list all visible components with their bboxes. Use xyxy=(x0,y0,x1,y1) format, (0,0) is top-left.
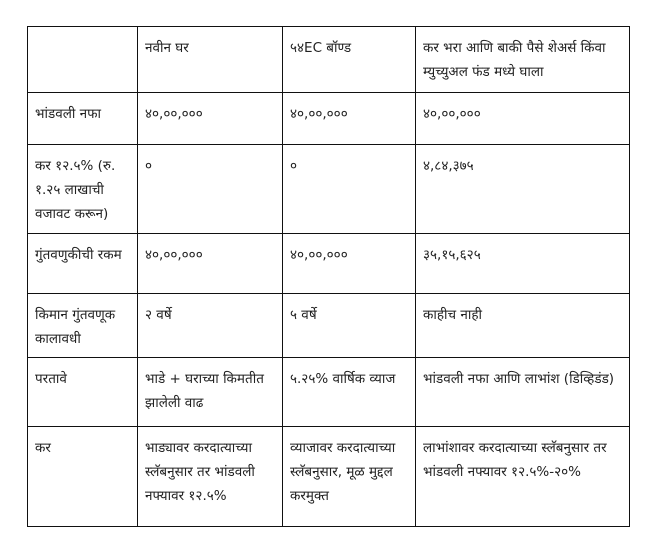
table-cell: ४,८४,३७५ xyxy=(416,145,630,234)
table-row-tax xyxy=(28,145,630,234)
table-cell: ४०,००,००० xyxy=(138,234,283,294)
row-label: कर १२.५% (रु. १.२५ लाखाची वजावट करून) xyxy=(28,145,138,234)
table-cell: व्याजावर करदात्याच्या स्लॅबनुसार, मूळ मुद्दल करमुक्त xyxy=(283,427,416,527)
table-header-row xyxy=(28,27,630,93)
table-cell: ५.२५% वार्षिक व्याज xyxy=(283,358,416,427)
table-row-investment-amount xyxy=(28,234,630,294)
header-cell-54ec-bond: ५४EC बॉण्ड xyxy=(283,27,416,93)
table-cell: ४०,००,००० xyxy=(138,93,283,145)
table-cell: भांडवली नफा आणि लाभांश (डिव्हिडंड) xyxy=(416,358,630,427)
table-cell: ३५,१५,६२५ xyxy=(416,234,630,294)
table-row-taxation xyxy=(28,427,630,527)
row-label: गुंतवणुकीची रकम xyxy=(28,234,138,294)
table-cell: ४०,००,००० xyxy=(283,234,416,294)
table-cell: भाड्यावर करदात्याच्या स्लॅबनुसार तर भांडवली नफ्यावर १२.५% xyxy=(138,427,283,527)
row-label: कर xyxy=(28,427,138,527)
table-cell: काहीच नाही xyxy=(416,294,630,358)
header-cell-new-house: नवीन घर xyxy=(138,27,283,93)
table-cell: ४०,००,००० xyxy=(416,93,630,145)
table-cell: लाभांशावर करदात्याच्या स्लॅबनुसार तर भांडवली नफ्यावर १२.५%-२०% xyxy=(416,427,630,527)
row-label: परतावे xyxy=(28,358,138,427)
table-cell: ० xyxy=(283,145,416,234)
header-cell-empty xyxy=(28,27,138,93)
table-cell: २ वर्षे xyxy=(138,294,283,358)
table-cell: ० xyxy=(138,145,283,234)
table-cell: भाडे + घराच्या किमतीत झालेली वाढ xyxy=(138,358,283,427)
table-row-min-period xyxy=(28,294,630,358)
row-label: भांडवली नफा xyxy=(28,93,138,145)
comparison-table xyxy=(27,26,630,527)
table-row-capital-gain xyxy=(28,93,630,145)
table-cell: ५ वर्षे xyxy=(283,294,416,358)
table-row-returns xyxy=(28,358,630,427)
header-cell-pay-tax-invest: कर भरा आणि बाकी पैसे शेअर्स किंवा म्युच्युअल फंड मध्ये घाला xyxy=(416,27,630,93)
row-label: किमान गुंतवणूक कालावधी xyxy=(28,294,138,358)
table-cell: ४०,००,००० xyxy=(283,93,416,145)
